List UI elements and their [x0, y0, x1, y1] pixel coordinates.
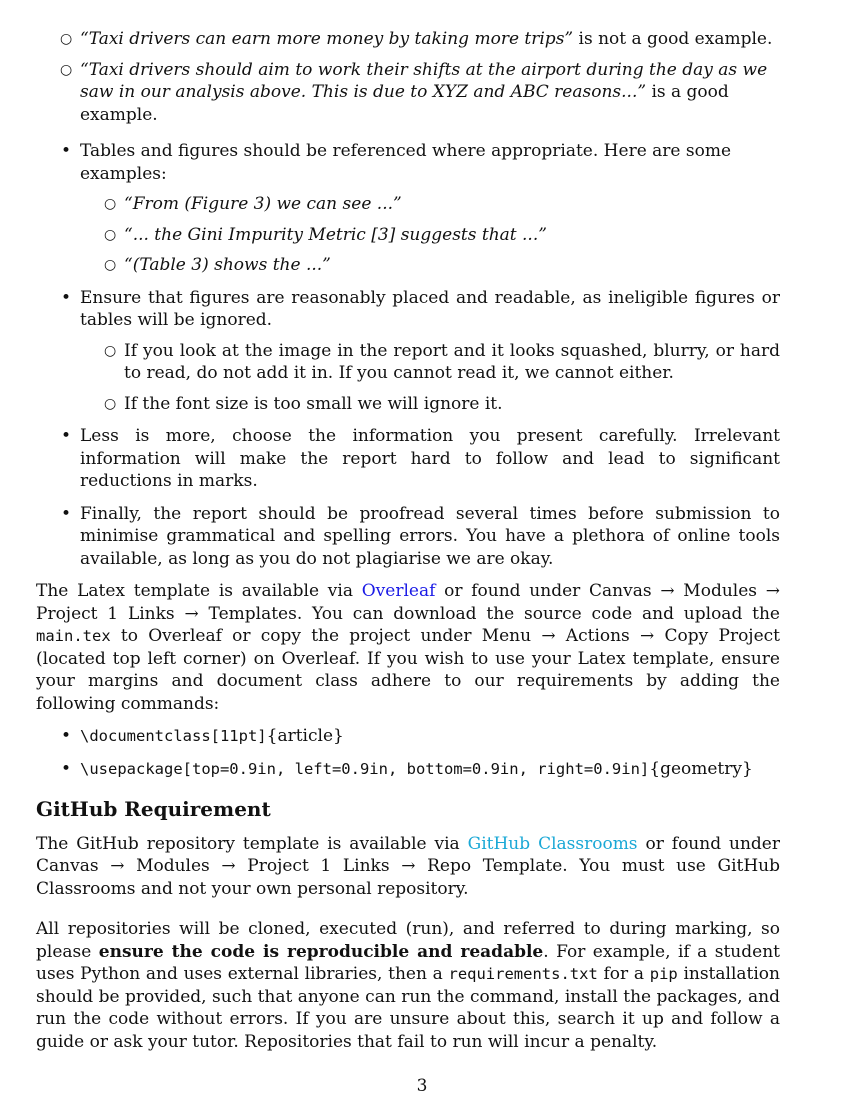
list-item: ○ “(Table 3) shows the ...”	[104, 255, 331, 275]
circle-bullet-icon: ○	[104, 395, 117, 412]
list-item: • Finally, the report should be proofread several times before submission to minimise grammatical and spelling errors. You have a plethora of online tools available, as long as you do not plagiarise we are okay.	[60, 503, 780, 569]
github-classrooms-link[interactable]: GitHub Classrooms	[467, 833, 638, 854]
bullet-icon: •	[60, 426, 72, 446]
list-item: ○ “From (Figure 3) we can see ...”	[104, 194, 402, 214]
reference-examples-list	[80, 193, 780, 277]
list-item: • Less is more, choose the information you present carefully. Irrelevant information will make the report hard to follow and lead to significant reductions in marks.	[60, 426, 780, 491]
reproducibility-paragraph: All repositories will be cloned, executed (run), and referred to during marking, so please ensure the code is reproducible and readable. For example, if a student uses Python and uses external libraries, then a requirements.txt for a pip installation should be provided, such that anyone can run the command, install the packages, and run the code without errors. If you are unsure about this, search it up and follow a guide or ask your tutor. Repositories that fail to run will incur a penalty.	[36, 919, 780, 1052]
github-template-paragraph: The GitHub repository template is available via GitHub Classrooms or found under Canvas → Modules → Project 1 Links → Repo Template. You must use GitHub Classrooms and not your own personal repository.	[36, 833, 780, 899]
circle-bullet-icon: ○	[104, 196, 117, 212]
list-item: ○ “... the Gini Impurity Metric [3] suggests that ...”	[104, 224, 547, 245]
circle-bullet-icon: ○	[104, 342, 117, 359]
bullet-icon: •	[60, 758, 72, 779]
list-item: • \usepackage[top=0.9in, left=0.9in, bottom=0.9in, right=0.9in]{geometry}	[60, 758, 753, 779]
bullet-icon: •	[60, 503, 72, 524]
guidelines-list	[36, 140, 780, 570]
bullet-icon: •	[60, 141, 72, 161]
page-number: 3	[416, 1076, 428, 1096]
list-item: • Ensure that figures are reasonably placed and readable, as ineligible figures or tables will be ignored. ○ If you look at the image in the report and it looks squashed, blurry, or hard to read, do not add it in. If you cannot read it, we cannot either. ○ If the font size is too small we will ignore it.	[60, 287, 780, 414]
latex-commands-list	[36, 725, 780, 780]
list-item: ○ If the font size is too small we will ignore it.	[104, 393, 503, 414]
circle-bullet-icon: ○	[60, 61, 73, 78]
list-item: • \documentclass[11pt]{article}	[60, 726, 344, 746]
circle-bullet-icon: ○	[104, 226, 117, 243]
list-item: ○ “Taxi drivers can earn more money by taking more trips” is not a good example.	[60, 29, 773, 49]
bullet-icon: •	[60, 287, 72, 308]
circle-bullet-icon: ○	[60, 31, 73, 47]
overleaf-link[interactable]: Overleaf	[361, 581, 436, 601]
list-item: ○ “Taxi drivers should aim to work their shifts at the airport during the day as we saw in our analysis above. This is due to XYZ and ABC reasons...” is a good example.	[60, 59, 768, 125]
document-page	[36, 28, 780, 1053]
continued-example-list	[36, 28, 780, 126]
latex-template-paragraph: The Latex template is available via Overleaf or found under Canvas → Modules → Project 1 Links → Templates. You can download the source code and upload the main.tex to Overleaf or copy the project under Menu → Actions → Copy Project (located top left corner) on Overleaf. If you wish to use your Latex template, ensure your margins and document class adhere to our requirements by adding the following commands:	[36, 581, 780, 714]
bullet-icon: •	[60, 726, 72, 746]
circle-bullet-icon: ○	[104, 257, 117, 273]
list-item: • Tables and figures should be referenced where appropriate. Here are some examples: ○ “From (Figure 3) we can see ...” ○ “... the Gini Impurity Metric [3] suggests that ...” ○ “(Table 3) shows the ...”	[36, 140, 780, 277]
figure-rules-list	[80, 340, 780, 416]
github-heading: GitHub Requirement	[36, 797, 271, 821]
list-item: ○ If you look at the image in the report and it looks squashed, blurry, or hard to read, do not add it in. If you cannot read it, we cannot either.	[104, 340, 780, 383]
